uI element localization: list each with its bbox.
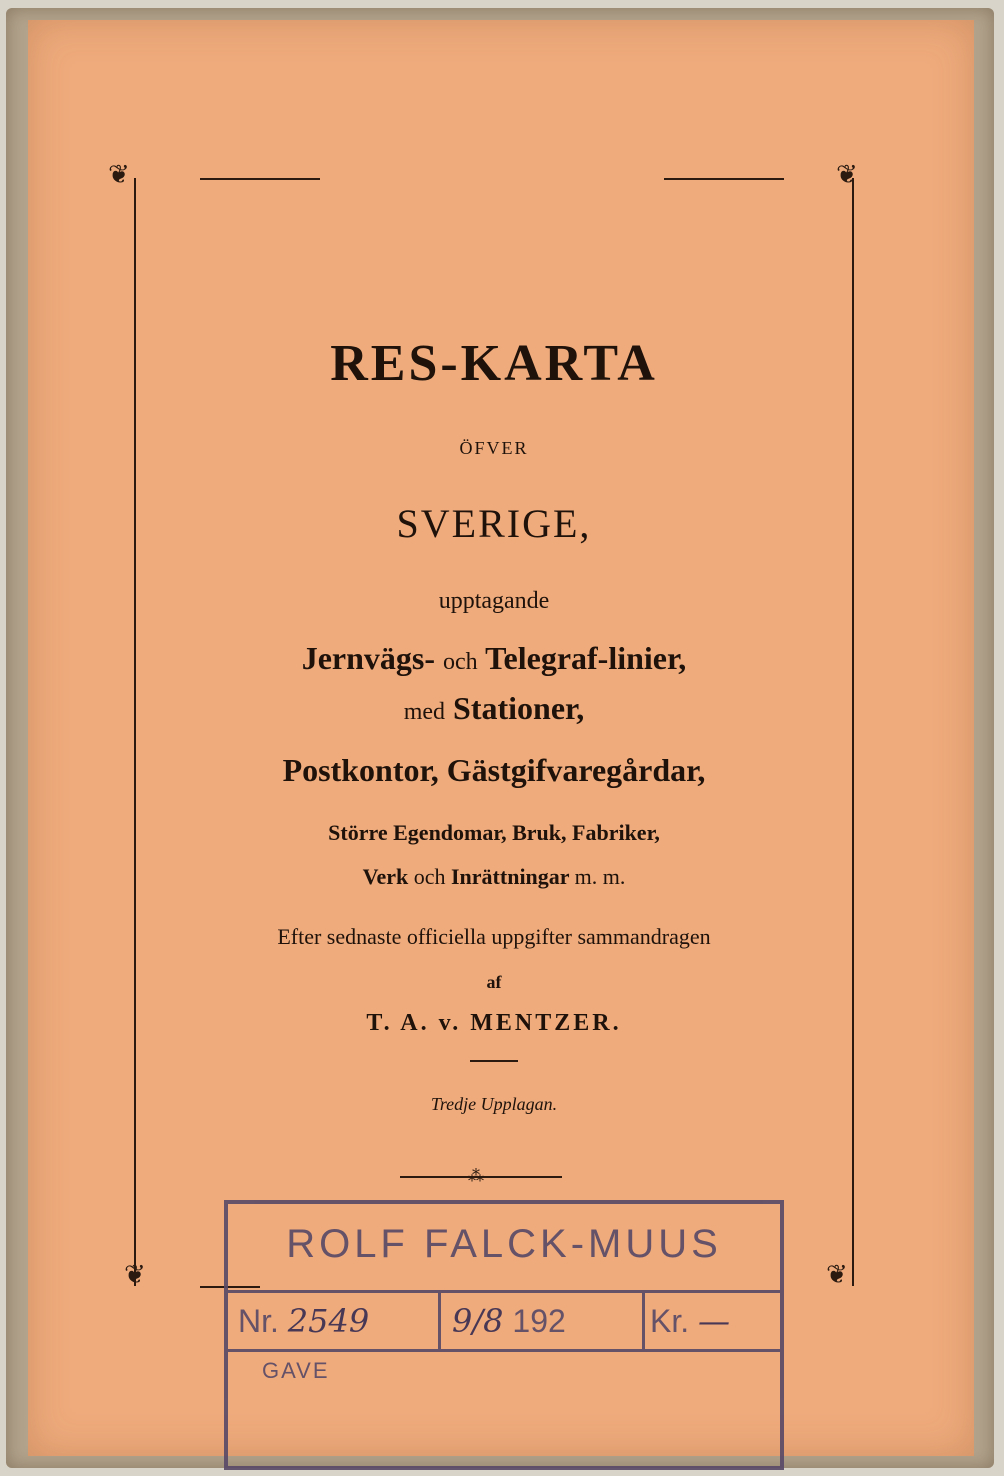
edition-text: Tredje Upplagan. bbox=[430, 1094, 558, 1114]
content-line-1 bbox=[134, 640, 854, 677]
upptagande-text: upptagande bbox=[438, 588, 550, 614]
compiled-from-text: Efter sednaste officiella uppgifter sammandragen bbox=[277, 924, 711, 949]
line1-telegraf: Telegraf-linier, bbox=[485, 640, 687, 676]
stamp-details-row bbox=[228, 1290, 780, 1352]
line5-inrattningar: Inrättningar bbox=[451, 864, 570, 889]
stamp-owner-name: ROLF FALCK-MUUS bbox=[286, 1222, 722, 1266]
stamp-year-value: 192 bbox=[512, 1303, 566, 1339]
author-name: T. A. v. MENTZER. bbox=[366, 1010, 622, 1036]
line5-och: och bbox=[413, 864, 446, 889]
title: RES-KARTA bbox=[330, 335, 658, 392]
stamp-price-cell bbox=[640, 1293, 780, 1349]
stamp-nr-value: 2549 bbox=[287, 1302, 370, 1340]
corner-ornament-bottom-left: ❦ bbox=[124, 1260, 146, 1290]
content-line-3: Postkontor, Gästgifvaregårdar, bbox=[282, 752, 706, 788]
content-line-5 bbox=[134, 864, 854, 890]
line2-med: med bbox=[403, 699, 446, 725]
line5-verk: Verk bbox=[362, 864, 409, 889]
content-line-4: Större Egendomar, Bruk, Fabriker, bbox=[328, 820, 660, 845]
decorative-knot-icon: ⁂ bbox=[468, 1168, 484, 1185]
stamp-gave-text: GAVE bbox=[262, 1358, 330, 1383]
stamp-kr-label: Kr. bbox=[650, 1303, 690, 1339]
ownership-stamp bbox=[224, 1200, 784, 1470]
author-divider bbox=[470, 1060, 518, 1062]
stamp-kr-value: — bbox=[698, 1302, 731, 1340]
stamp-date-value: 9/8 bbox=[452, 1302, 504, 1340]
line2-stationer: Stationer, bbox=[453, 690, 585, 726]
frame-top-right-rule bbox=[664, 178, 784, 180]
corner-ornament-bottom-right: ❦ bbox=[826, 1260, 848, 1290]
frame-top-left-rule bbox=[200, 178, 320, 180]
line1-och: och bbox=[443, 649, 478, 675]
corner-ornament-top-right: ❦ bbox=[836, 160, 858, 190]
af-text: af bbox=[486, 972, 502, 992]
stamp-nr-label: Nr. bbox=[238, 1303, 279, 1339]
corner-ornament-top-left: ❦ bbox=[108, 160, 130, 190]
content-line-2 bbox=[134, 690, 854, 727]
line5-mm: m. m. bbox=[574, 864, 626, 889]
line1-jernvags: Jernvägs- bbox=[301, 640, 436, 676]
country-name: SVERIGE, bbox=[396, 501, 592, 546]
stamp-date-cell bbox=[438, 1293, 645, 1349]
subtitle-ofver: ÖFVER bbox=[459, 438, 529, 458]
stamp-number-cell bbox=[228, 1293, 441, 1349]
